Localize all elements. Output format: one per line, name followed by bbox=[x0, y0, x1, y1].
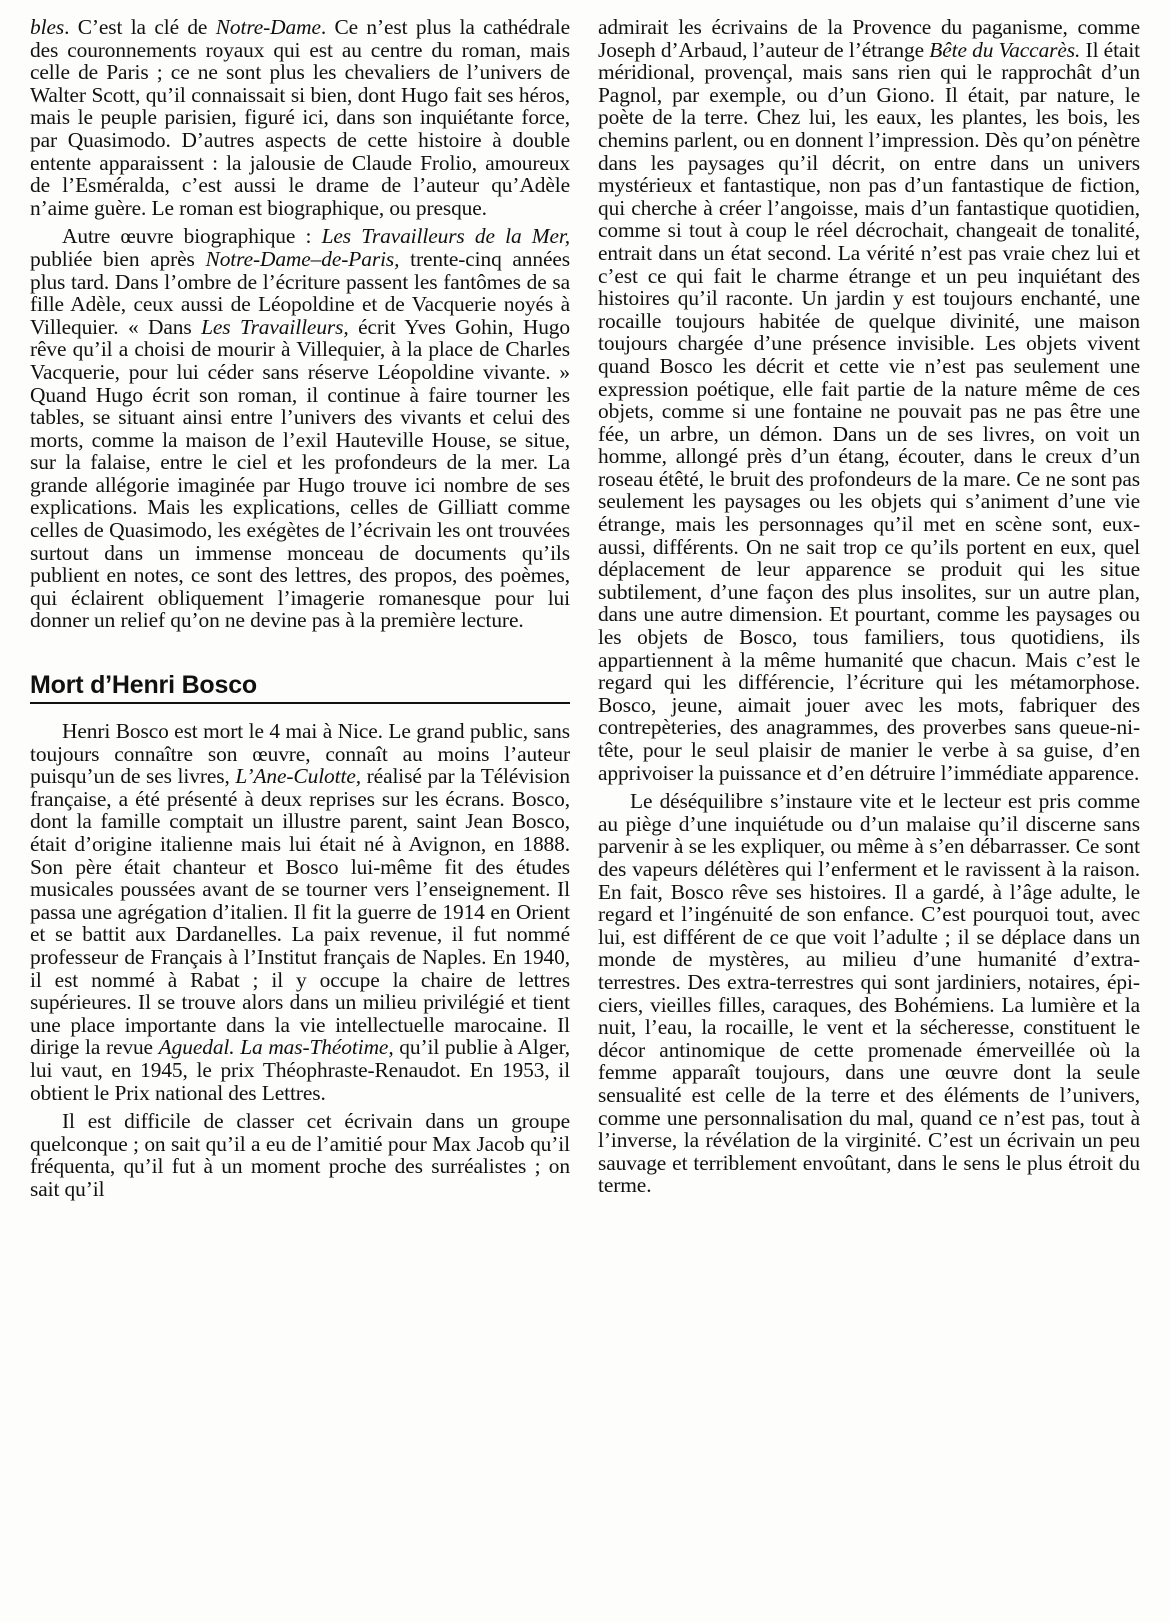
paragraph: admirait les écrivains de la Provence du paganisme, comme Joseph d’Arbaud, l’auteur de l’étrange Bête du Vaccarès. Il était méridional, provençal, mais sans rien qui le rapprochât d’un Pagnol, par exemple, ou d’un Giono. Il était, par nature, le poète de la terre. Chez lui, les eaux, les plantes, les bois, les chemins parlent, ou en donnent l’impression. Dès qu’on pénètre dans les paysages qu’il décrit, on entre dans un univers mystérieux et fantastique, non pas d’un fantastique de fiction, qui cherche à créer l’angoisse, mais d’un fantastique quotidien, comme si tout à coup le réel décrochait, changeait de tonalité, entrait dans un état second. La vérité n’est pas vraie chez lui et c’est ce qui fait le charme étrange et un peu inquiétant des histoires qu’il raconte. Un jardin y est toujours enchanté, une rocaille toujours habitée de quelque divinité, une maison toujours chargée d’une présence invisible. Les objets vivent quand Bosco les décrit et cette vie n’est pas seulement une expression poétique, elle fait partie de la nature même de ces objets, comme si une fontaine ne pouvait pas ne pas être une fée, un arbre, un démon. Dans un de ses livres, on voit un homme, allongé près d’un étang, écouter, dans le creux d’un roseau étêté, le bruit des profondeurs de la mare. Ce ne sont pas seulement les paysages ou les objets qui s’animent d’une vie étrange, mais les personnages qu’il met en scène sont, eux-aussi, différents. On ne sait trop ce qu’ils portent en eux, quel déplacement de leur apparence se produit qui les situe subtilement, d’une façon des plus insolites, sur un autre plan, dans une autre dimension. Et pourtant, comme les paysages ou les objets de Bosco, tous familiers, tous quotidiens, ils appartiennent à la même humanité que chacun. Mais c’est le regard qui les différencie, l’écriture qui les métamorphose. Bosco, jeune, aimait jouer avec les mots, fabriquer des contrepèteries, des anagrammes, des proverbes sans queue-ni-tête, pour le seul plaisir de manier le verbe à sa guise, d’en apprivoiser la puissance et d’en détruire l’immédiate apparence. bbox=[598, 16, 1140, 785]
section-heading-wrap bbox=[30, 670, 570, 704]
italic-title: Les Travailleurs, bbox=[201, 314, 349, 339]
italic-title: Bête du Vaccarès. bbox=[929, 37, 1081, 62]
right-column bbox=[598, 16, 1140, 1612]
italic-title: Les Travailleurs de la Mer, bbox=[321, 224, 570, 249]
paragraph: Henri Bosco est mort le 4 mai à Nice. Le grand public, sans toujours connaître son œuvre, connaît au moins l’auteur puisqu’un de ses livres, L’Ane-Culotte, réalisé par la Télévision française, a été présenté à deux reprises sur les écrans. Bosco, dont la famille comptait un illustre parent, saint Jean Bosco, était d’origine italienne mais lui était né à Avignon, en 1888. Son père était chanteur et Bosco lui-même fit des études musicales poussées avant de se tourner vers l’enseignement. Il passa une agrégation d’italien. Il fit la guerre de 1914 en Orient et se battit aux Dardanelles. La paix revenue, il fut nommé professeur de Français à l’Institut français de Naples. En 1940, il est nommé à Rabat ; il y occupe la chaire de lettres supérieures. Il se trouve alors dans un milieu privilégié et tient une place importante dans la vie intellectuelle marocaine. Il dirige la revue Aguedal. La mas-Théotime, qu’il publie à Alger, lui vaut, en 1945, le prix Théophraste-Renaudot. En 1953, il obtient le Prix national des Lettres. bbox=[30, 719, 570, 1105]
italic-title: Notre-Dame–de-Paris, bbox=[205, 246, 400, 271]
italic-title: Aguedal. La mas-Théotime, bbox=[158, 1035, 394, 1060]
italic-title: bles bbox=[30, 16, 65, 39]
italic-title: Notre-Dame bbox=[215, 16, 321, 39]
paragraph: Il est difficile de classer cet écrivain dans un groupe quelconque ; on sait qu’il a eu de l’amitié pour Max Jacob qu’il fréquenta, qu’il fut à un moment proche des surréalistes ; on sait qu’il bbox=[30, 1109, 570, 1201]
paragraph: Le déséquilibre s’instaure vite et le lecteur est pris comme au piège d’une inquiétude ou d’un malaise qu’il discerne sans parvenir à se les expliquer, ou même à s’en débarrasser. Ce sont des vapeurs délétères qui l’enferment et le ravissent à la raison. En fait, Bosco rêve ses histoires. Il a gardé, à l’âge adulte, le regard et l’ingénuité de son enfance. C’est pourquoi tout, avec lui, est différent de ce que voit l’adulte ; il se déplace dans un monde de mystères, au milieu d’une humanité d’extra-terrestres. Des extra-terrestres qui sont jardiniers, notaires, épiciers, vieilles filles, caraques, des Bohémiens. La lumière et la nuit, l’eau, la rocaille, le vent et la sécheresse, constituent le décor antinomique de cette promenade émerveillée où la femme apparaît toujours, dans une œuvre dont la seule sensualité est celle de la terre et des éléments de l’univers, comme une personnalisation du mal, quand ce n’est pas, tout à l’inverse, la révélation de la virginité. C’est un écrivain un peu sauvage et terriblement envoûtant, dans le sens le plus étroit du terme. bbox=[598, 789, 1140, 1198]
paragraph: Autre œuvre biographique : Les Travailleurs de la Mer, publiée bien après Notre-Dame–de-Paris, trente-cinq années plus tard. Dans l’ombre de l’écriture passent les fantômes de sa fille Adèle, ceux aussi de Léopoldine et de Vacquerie noyés à Villequier. « Dans Les Travailleurs, écrit Yves Gohin, Hugo rêve qu’il a choisi de mourir à Villequier, à la place de Charles Vacquerie, pour lui céder sans réserve Léopoldine vivante. » Quand Hugo écrit son roman, il continue à faire tourner les tables, se situant ainsi entre l’univers des vivants et celui des morts, comme la maison de l’exil Hauteville House, se situe, sur la falaise, entre le ciel et les profondeurs de la mer. La grande allégorie imaginée par Hugo trouve ici nombre de ses explications. Mais les explications, celles de Gilliatt comme celles de Quasimodo, les exégètes de l’écrivain les ont trouvées surtout dans un immense monceau de documents qu’ils publient en notes, ce sont des lettres, des propos, des poèmes, qui éclairent obliquement l’imagerie romanesque pour lui donner un relief qu’on ne devine pas à la première lecture. bbox=[30, 224, 570, 633]
paragraph: bles. C’est la clé de Notre-Dame. Ce n’est plus la cathédrale des couronnements royaux qui est au centre du roman, mais celle de Paris ; ce ne sont plus les chevaliers de l’univers de Walter Scott, qu’il connaissait si bien, dont Hugo fait ses héros, mais le peuple parisien, figuré ici, dans son inquiétante force, par Quasimodo. D’autres aspects de cette histoire à double entente apparaissent : la jalousie de Claude Frolio, amoureux de l’Esméralda, c’est aussi le drame de l’auteur qu’Adèle n’aime guère. Le roman est biographique, ou presque. bbox=[30, 16, 570, 220]
left-column bbox=[30, 16, 570, 1612]
section-heading: Mort d’Henri Bosco bbox=[30, 670, 570, 704]
italic-title: L’Ane-Culotte, bbox=[235, 764, 361, 789]
